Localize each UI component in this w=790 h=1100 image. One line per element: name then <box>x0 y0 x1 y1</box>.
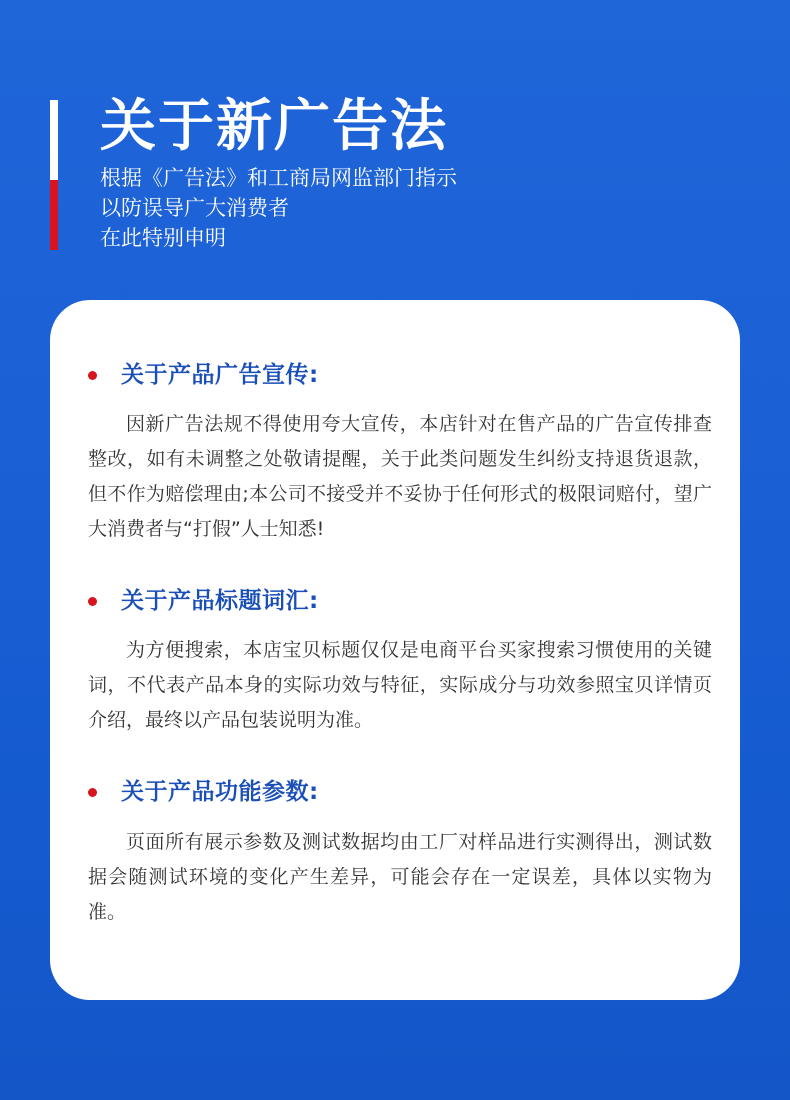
accent-bar-white <box>50 100 58 180</box>
subtitle-line: 根据《广告法》和工商局网监部门指示 <box>100 166 457 190</box>
section-title: 关于产品标题词汇: <box>121 588 319 614</box>
section-body-params: 页面所有展示参数及测试数据均由工厂对样品进行实测得出，测试数据会随测试环境的变化产生差异，可能会存在一定误差，具体以实物为准。 <box>88 831 712 923</box>
section-heading-ad <box>50 358 319 392</box>
subtitle <box>100 163 457 253</box>
section-title: 关于产品功能参数: <box>121 779 319 805</box>
section-title: 关于产品广告宣传: <box>121 362 319 388</box>
bullet-dot-icon <box>88 597 97 606</box>
section-heading-title-words <box>50 584 319 618</box>
section-heading-params <box>50 775 319 809</box>
section-body-ad: 因新广告法规不得使用夸大宣传，本店针对在售产品的广告宣传排查整改，如有未调整之处敬请提醒，关于此类问题发生纠纷支持退货退款，但不作为赔偿理由;本公司不接受并不妥协于任何形式的极限词赔付，望广大消费者与“打假”人士知悉! <box>88 413 712 540</box>
subtitle-line: 在此特别申明 <box>100 226 226 250</box>
accent-bar <box>50 100 58 250</box>
accent-bar-red <box>50 180 58 250</box>
bullet-dot-icon <box>88 788 97 797</box>
section-body-title-words: 为方便搜索，本店宝贝标题仅仅是电商平台买家搜索习惯使用的关键词，不代表产品本身的实际功效与特征，实际成分与功效参照宝贝详情页介绍，最终以产品包装说明为准。 <box>88 639 712 731</box>
page-title: 关于新广告法 <box>100 94 448 159</box>
notice-card <box>50 300 740 1000</box>
subtitle-line: 以防误导广大消费者 <box>100 196 289 220</box>
bullet-dot-icon <box>88 371 97 380</box>
